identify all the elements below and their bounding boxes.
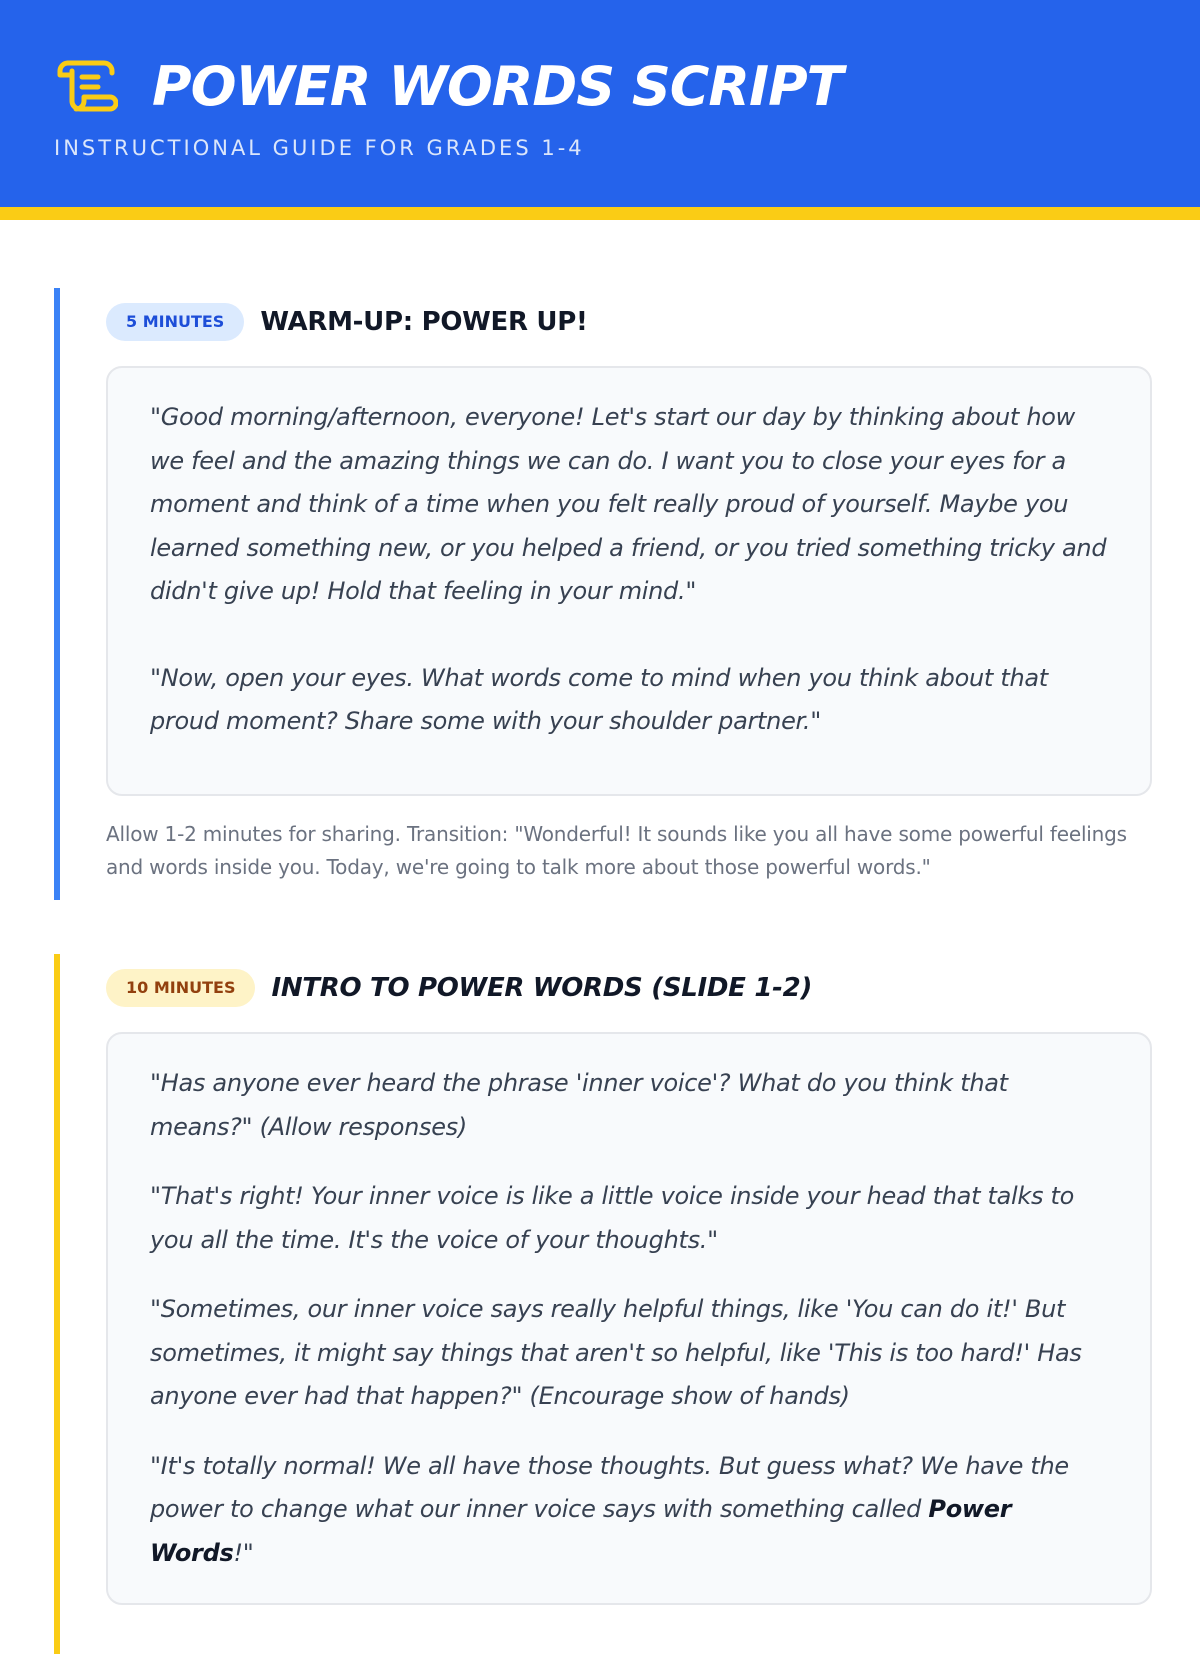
time-badge: 10 MINUTES bbox=[106, 969, 255, 1007]
script-box bbox=[106, 1032, 1152, 1605]
paragraph-text: !" bbox=[233, 1538, 254, 1567]
script-box bbox=[106, 366, 1152, 796]
script-paragraph: "Good morning/afternoon, everyone! Let's start our day by thinking about how we feel and the amazing things we can do. I want you to close your eyes for a moment and think of a time when you felt really proud of yourself. Maybe you learned something new, or you helped a friend, or you tried something tricky and didn't give up! Hold that feeling in your mind." bbox=[150, 403, 1107, 605]
intro-section bbox=[54, 954, 1146, 1654]
page-subtitle: INSTRUCTIONAL GUIDE FOR GRADES 1-4 bbox=[54, 136, 585, 160]
section-title: INTRO TO POWER WORDS (SLIDE 1-2) bbox=[271, 973, 813, 1003]
script-paragraph: "Now, open your eyes. What words come to mind when you think about that proud moment? Share some with your shoulder partner." bbox=[150, 663, 1048, 735]
section-header bbox=[106, 968, 1146, 1008]
section-header bbox=[106, 302, 1146, 342]
script-paragraph: "That's right! Your inner voice is like a little voice inside your head that talks to you all the time. It's the voice of your thoughts." bbox=[150, 1182, 1075, 1254]
power-words-term: Power Words bbox=[150, 1495, 1012, 1567]
page-title: POWER WORDS SCRIPT bbox=[152, 54, 843, 118]
section-title: WARM-UP: POWER UP! bbox=[260, 307, 588, 337]
page-header bbox=[0, 0, 1200, 220]
paragraph-text: "It's totally normal! We all have those thoughts. But guess what? We have the power to change what our inner voice says with something called bbox=[150, 1451, 1069, 1523]
time-badge: 5 MINUTES bbox=[106, 303, 244, 341]
script-paragraph bbox=[150, 1445, 1110, 1576]
script-paragraph: "Has anyone ever heard the phrase 'inner voice'? What do you think that means?" (Allow responses) bbox=[150, 1069, 1008, 1141]
header-title-row bbox=[54, 52, 843, 120]
warmup-section bbox=[54, 288, 1146, 900]
teacher-note: Allow 1-2 minutes for sharing. Transition: "Wonderful! It sounds like you all have some powerful feelings and words inside you. Today, we're going to talk more about those powerful words." bbox=[106, 822, 1127, 879]
script-paragraph: "Sometimes, our inner voice says really helpful things, like 'You can do it!' But sometimes, it might say things that aren't so helpful, like 'This is too hard!' Has anyone ever had that happen?" (Encourage show of hands) bbox=[150, 1295, 1082, 1410]
scroll-icon bbox=[54, 55, 118, 117]
